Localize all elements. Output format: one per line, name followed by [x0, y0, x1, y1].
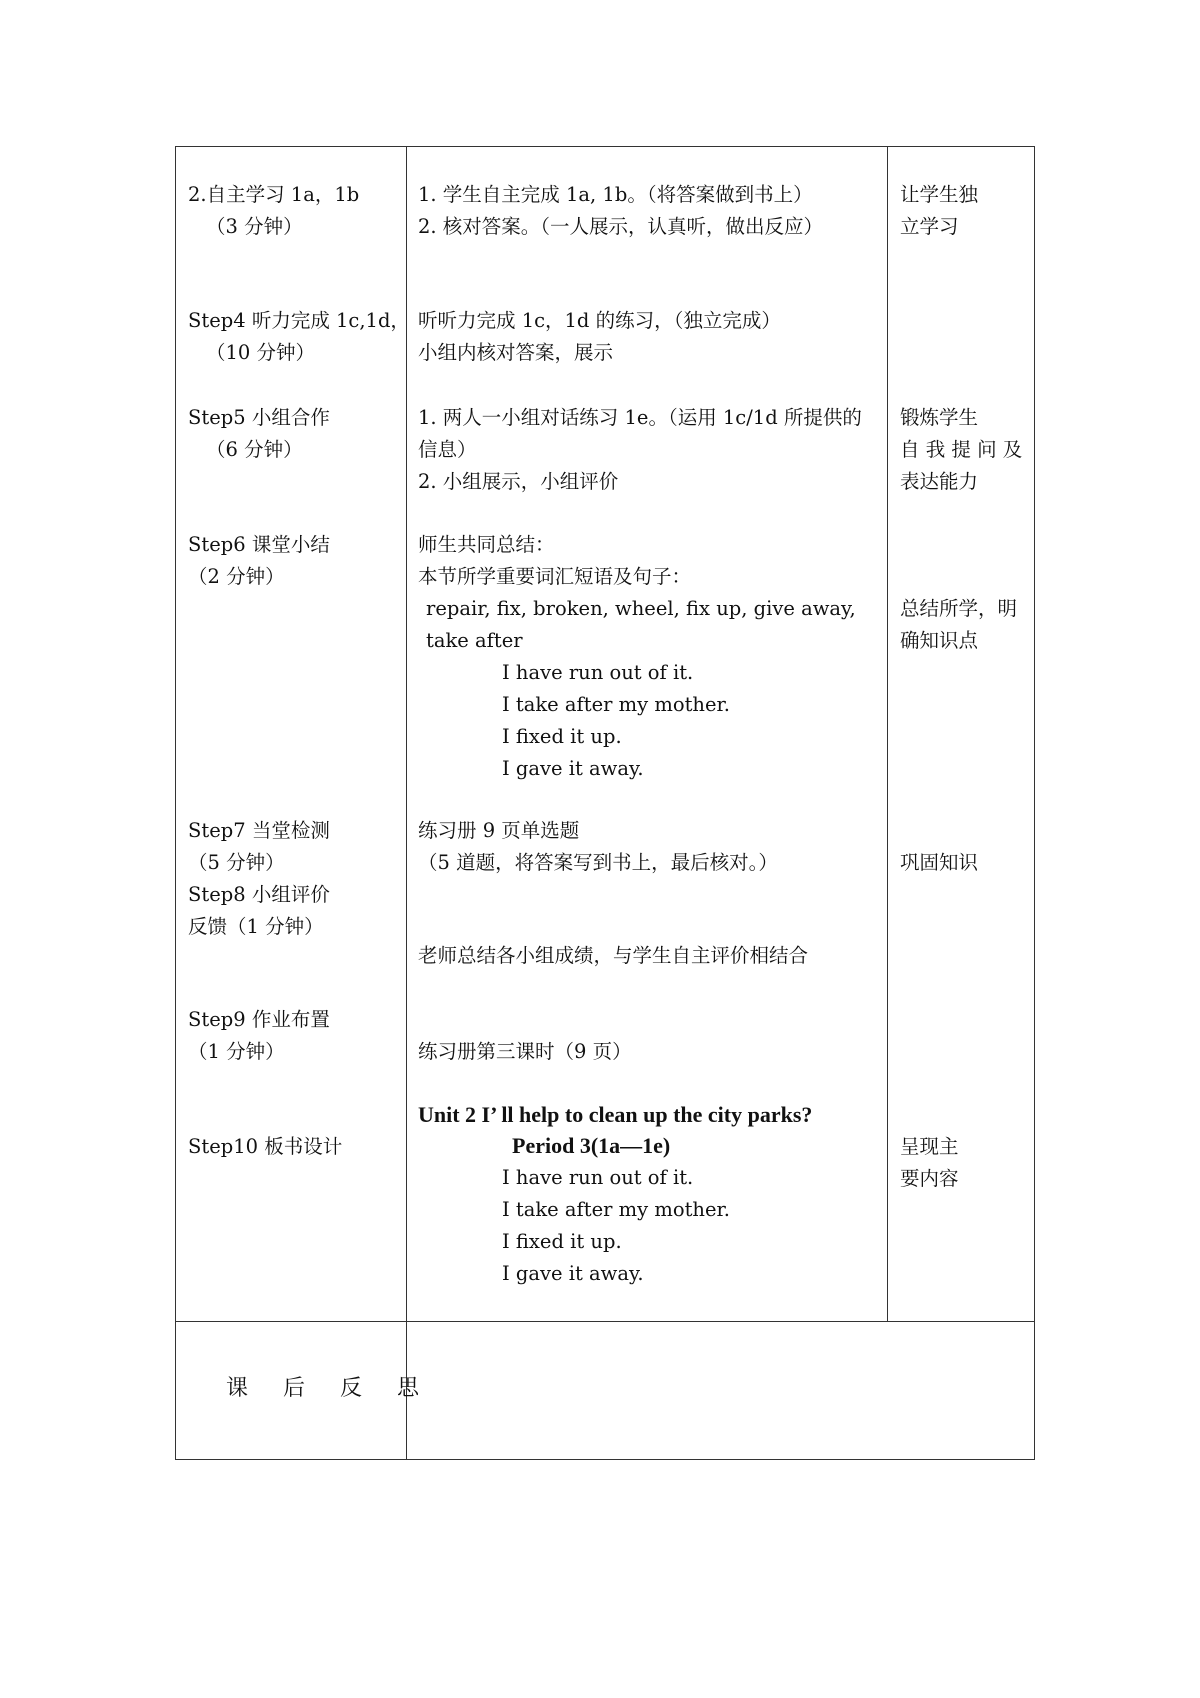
step4-time: （10 分钟） [206, 341, 316, 364]
summary-sentence: I fixed it up. [502, 725, 622, 748]
activity7-line1: 练习册 9 页单选题 [418, 819, 580, 842]
purpose7-line1: 巩固知识 [900, 851, 979, 874]
step8-title: Step8 小组评价 [188, 883, 330, 906]
purpose6-line2: 确知识点 [900, 629, 979, 652]
summary-sentence: I have run out of it. [502, 661, 694, 684]
column-divider-1 [406, 147, 407, 1459]
step2-time: （3 分钟） [206, 215, 303, 238]
purpose5-line3: 表达能力 [900, 470, 979, 493]
activity9-line1: 练习册第三课时（9 页） [418, 1040, 632, 1063]
board-sentence: I have run out of it. [502, 1166, 694, 1189]
activity7-line2: （5 道题，将答案写到书上，最后核对。） [418, 851, 778, 874]
activity8-line1: 老师总结各小组成绩，与学生自主评价相结合 [418, 944, 809, 967]
step6-title: Step6 课堂小结 [188, 533, 330, 556]
step10-title: Step10 板书设计 [188, 1135, 343, 1158]
activity6-line1: 师生共同总结： [418, 533, 555, 556]
step7-time: （5 分钟） [188, 851, 285, 874]
step7-title: Step7 当堂检测 [188, 819, 330, 842]
purpose5-line1: 锻炼学生 [900, 406, 979, 429]
step6-time: （2 分钟） [188, 565, 285, 588]
purpose2-line2: 立学习 [900, 215, 959, 238]
step9-time: （1 分钟） [188, 1040, 285, 1063]
activity6-line2: 本节所学重要词汇短语及句子： [418, 565, 692, 588]
step8-time: 反馈（1 分钟） [188, 915, 324, 938]
column-divider-2 [887, 147, 888, 1322]
activity4-line1: 听听力完成 1c，1d 的练习，（独立完成） [418, 309, 781, 332]
lesson-plan-table [175, 146, 1035, 1460]
activity2-line1: 1. 学生自主完成 1a, 1b。（将答案做到书上） [418, 183, 813, 206]
activity6-line3: repair, fix, broken, wheel, fix up, give away, [426, 597, 856, 620]
step9-title: Step9 作业布置 [188, 1008, 330, 1031]
activity5-line1: 1. 两人一小组对话练习 1e。（运用 1c/1d 所提供的 [418, 406, 862, 429]
step4-title: Step4 听力完成 1c,1d， [188, 309, 410, 332]
summary-sentence: I take after my mother. [502, 693, 730, 716]
board-sentence: I fixed it up. [502, 1230, 622, 1253]
board-sentence: I gave it away. [502, 1262, 644, 1285]
purpose10-line2: 要内容 [900, 1167, 959, 1190]
board-sentence: I take after my mother. [502, 1198, 730, 1221]
step5-title: Step5 小组合作 [188, 406, 330, 429]
board-period: Period 3(1a—1e) [512, 1133, 671, 1158]
board-title: Unit 2 I’ ll help to clean up the city parks? [418, 1102, 813, 1127]
step2-title: 2.自主学习 1a，1b [188, 183, 360, 206]
activity4-line2: 小组内核对答案，展示 [418, 341, 614, 364]
activity2-line2: 2. 核对答案。（一人展示，认真听，做出反应） [418, 215, 824, 238]
step5-time: （6 分钟） [206, 438, 303, 461]
activity6-line4: take after [426, 629, 523, 652]
activity5-line2: 信息） [418, 438, 477, 461]
reflection-label: 课 后 反 思 [226, 1376, 433, 1401]
activity5-line3: 2. 小组展示，小组评价 [418, 470, 619, 493]
purpose10-line1: 呈现主 [900, 1135, 959, 1158]
purpose6-line1: 总结所学，明 [900, 597, 1018, 620]
row-divider-reflection [176, 1321, 1034, 1322]
purpose2-line1: 让学生独 [900, 183, 979, 206]
purpose5-line2: 自 我 提 问 及 [900, 438, 1023, 461]
summary-sentence: I gave it away. [502, 757, 644, 780]
